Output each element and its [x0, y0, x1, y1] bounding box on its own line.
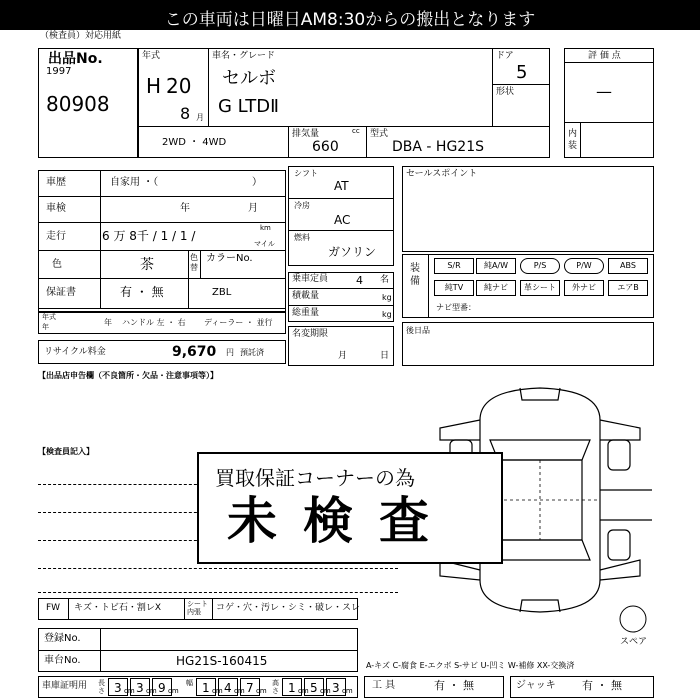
cert-len-cell	[152, 678, 179, 696]
equip-row2-item: 外ナビ	[564, 280, 604, 296]
car-name-label: 車名・グレード	[212, 51, 276, 61]
tools-value: 有 ・ 無	[434, 679, 474, 692]
aircon-label: 冷房	[294, 201, 310, 210]
seat-label: シート内張	[187, 600, 208, 616]
recycle-note: 預託済	[240, 348, 264, 357]
dealer-options: ディーラー ・ 並行	[204, 318, 273, 327]
mileage-km-unit: km	[260, 224, 271, 232]
lot-sub: 1997	[46, 66, 72, 77]
cert-hgt-digit: 5	[310, 681, 318, 695]
registration-label: 登録No.	[44, 633, 81, 644]
jack-label: ジャッキ	[516, 680, 556, 691]
inspection-label: 車検	[46, 203, 66, 214]
recycle-unit: 円	[226, 348, 234, 357]
cert-len-cell	[108, 678, 135, 696]
jack-value: 有 ・ 無	[582, 679, 622, 692]
mileage-mile-unit: マイル	[254, 240, 275, 248]
door-value: 5	[516, 62, 528, 83]
aircon-value: AC	[334, 213, 351, 227]
mileage-label: 走行	[46, 231, 66, 242]
spare-tire-icon	[618, 604, 648, 634]
history-label: 車歴	[46, 177, 66, 188]
month-unit: 月	[196, 113, 204, 122]
cert-hgt-cell	[326, 678, 353, 696]
color-value: 茶	[140, 257, 154, 273]
shift-value: AT	[334, 179, 349, 193]
displacement-unit: cc	[352, 127, 360, 135]
sales-point-label: セールスポイント	[406, 169, 478, 179]
shift-label: シフト	[294, 169, 318, 178]
cert-label: 車庫証明用	[42, 681, 88, 691]
navi-model-label: ナビ型番：	[436, 303, 476, 312]
chassis-label: 車台No.	[44, 655, 81, 666]
displacement-value: 660	[312, 139, 339, 155]
notice-banner-text: この車両は日曜日AM8:30からの搬出となります	[164, 10, 536, 30]
capacity-label: 乗車定員	[292, 274, 329, 284]
equip-row1-item: 純A/W	[476, 258, 516, 274]
year-row-label2: 年	[42, 323, 49, 331]
month-value: 8	[180, 104, 191, 123]
fw-items: キズ・トビ石・割レX	[74, 603, 161, 613]
car-grade: G LTDⅡ	[218, 96, 279, 117]
cert-len-unit: cm	[124, 687, 135, 695]
inspection-month-unit: 月	[248, 203, 258, 214]
seller-notes-label: 【出品店申告欄（不良箇所・欠品・注意事項等）】	[38, 371, 218, 380]
cert-hgt-digit: 1	[288, 681, 296, 695]
fw-label: FW	[46, 603, 61, 613]
recycle-label: リサイクル料金	[44, 347, 106, 357]
equip-row2-item: 純TV	[434, 280, 474, 296]
weight-unit: kg	[382, 310, 392, 319]
recycle-value: 9,670	[172, 344, 217, 360]
name-change-month: 月	[338, 351, 348, 361]
inspection-year-unit: 年	[180, 203, 190, 214]
load-unit: kg	[382, 293, 392, 302]
shape-label: 形状	[496, 87, 515, 97]
era: H	[146, 74, 162, 98]
stamp-main-text: 未検査	[227, 492, 455, 550]
aftermarket-box	[402, 322, 654, 366]
fuel-value: ガソリン	[328, 245, 377, 259]
cert-len-digit: 3	[136, 681, 144, 695]
inspector-notes-label: 【検査員記入】	[38, 447, 94, 456]
mileage-value: 6 万 8千 / 1 / 1 /	[102, 229, 196, 243]
cert-hgt-unit: cm	[298, 687, 309, 695]
capacity-unit: 名	[380, 275, 390, 285]
cert-hgt-digit: 3	[332, 681, 340, 695]
equip-row2-item: エアB	[608, 280, 648, 296]
damage-legend: A-キズ C-腐食 E-エクボ S-サビ U-凹ミ W-補修 XX-交換済	[366, 661, 575, 670]
cert-len-cell	[130, 678, 157, 696]
capacity-value: 4	[356, 274, 363, 287]
equip-row2-item: 純ナビ	[476, 280, 516, 296]
load-label: 積載量	[292, 291, 320, 301]
color-label: 色	[52, 259, 62, 270]
cert-hgt-unit: cm	[342, 687, 353, 695]
cert-wid-digit: 1	[202, 681, 210, 695]
lot-label: 出品No.	[48, 51, 103, 67]
cert-len-unit: cm	[146, 687, 157, 695]
header-note: （検査員）対応用紙	[40, 31, 122, 41]
chassis-value: HG21S-160415	[176, 654, 268, 668]
interior-label: 内装	[568, 129, 578, 151]
model-code-label: 型式	[370, 129, 389, 139]
cert-wid-cell	[240, 678, 267, 696]
equip-row2-item: 革シート	[520, 280, 560, 296]
cert-hgt-cell	[304, 678, 331, 696]
cert-hgt-cell	[282, 678, 309, 696]
spare-label: スペア	[620, 637, 648, 647]
weight-label: 総重量	[292, 308, 320, 318]
cert-hgt-unit: cm	[320, 687, 331, 695]
notice-banner	[0, 0, 700, 30]
equipment-label: 装備	[410, 263, 420, 287]
seat-items: コゲ・穴・汚レ・シミ・破レ・スレ	[216, 603, 361, 613]
cert-len-label: 長さ	[98, 679, 105, 695]
equip-row1-item: ABS	[608, 258, 648, 274]
cert-len-unit: cm	[168, 687, 179, 695]
cert-wid-digit: 7	[246, 681, 254, 695]
equip-row1-item: S/R	[434, 258, 474, 274]
year-value: 20	[166, 74, 192, 98]
tools-label: 工 具	[372, 680, 396, 691]
color-no-value: ZBL	[212, 287, 232, 298]
aftermarket-label: 後日品	[406, 326, 430, 335]
model-code: DBA - HG21S	[392, 139, 484, 155]
cert-wid-unit: cm	[212, 687, 223, 695]
handle-options: ハンドル 左 ・ 右	[122, 318, 186, 327]
cert-wid-unit: cm	[256, 687, 267, 695]
fuel-label: 燃料	[294, 233, 310, 242]
cert-hgt-label: 高さ	[272, 679, 279, 695]
drive-type: 2WD ・ 4WD	[162, 137, 227, 148]
cert-len-digit: 3	[114, 681, 122, 695]
cert-wid-digit: 4	[224, 681, 232, 695]
name-change-day: 日	[380, 351, 390, 361]
cert-wid-unit: cm	[234, 687, 245, 695]
year-label: 年式	[142, 51, 161, 61]
year-row-label1: 年式	[42, 313, 56, 321]
year-row-unit: 年	[104, 318, 112, 327]
equip-row1-item: P/S	[520, 258, 560, 274]
cert-len-digit: 9	[158, 681, 166, 695]
evaluation-value: —	[596, 82, 612, 101]
cert-wid-cell	[218, 678, 245, 696]
history-value: 自家用 ・（	[110, 177, 159, 188]
uninspected-stamp	[197, 452, 503, 564]
car-name: セルボ	[222, 68, 276, 89]
lot-number: 80908	[46, 92, 110, 116]
history-close: ）	[252, 177, 262, 188]
door-label: ドア	[496, 51, 514, 61]
name-change-label: 名変期限	[292, 329, 329, 339]
cert-wid-label: 幅	[186, 679, 193, 687]
color-change-label: 色替	[190, 253, 198, 272]
stamp-top-text: 買取保証コーナーの為	[215, 466, 415, 490]
cert-wid-cell	[196, 678, 223, 696]
displacement-label: 排気量	[292, 129, 320, 139]
color-no-label: カラーNo.	[206, 253, 253, 264]
equip-row1-item: P/W	[564, 258, 604, 274]
evaluation-label: 評 価 点	[588, 51, 621, 61]
warranty-label: 保証書	[46, 287, 76, 298]
warranty-value: 有 ・ 無	[120, 285, 164, 299]
